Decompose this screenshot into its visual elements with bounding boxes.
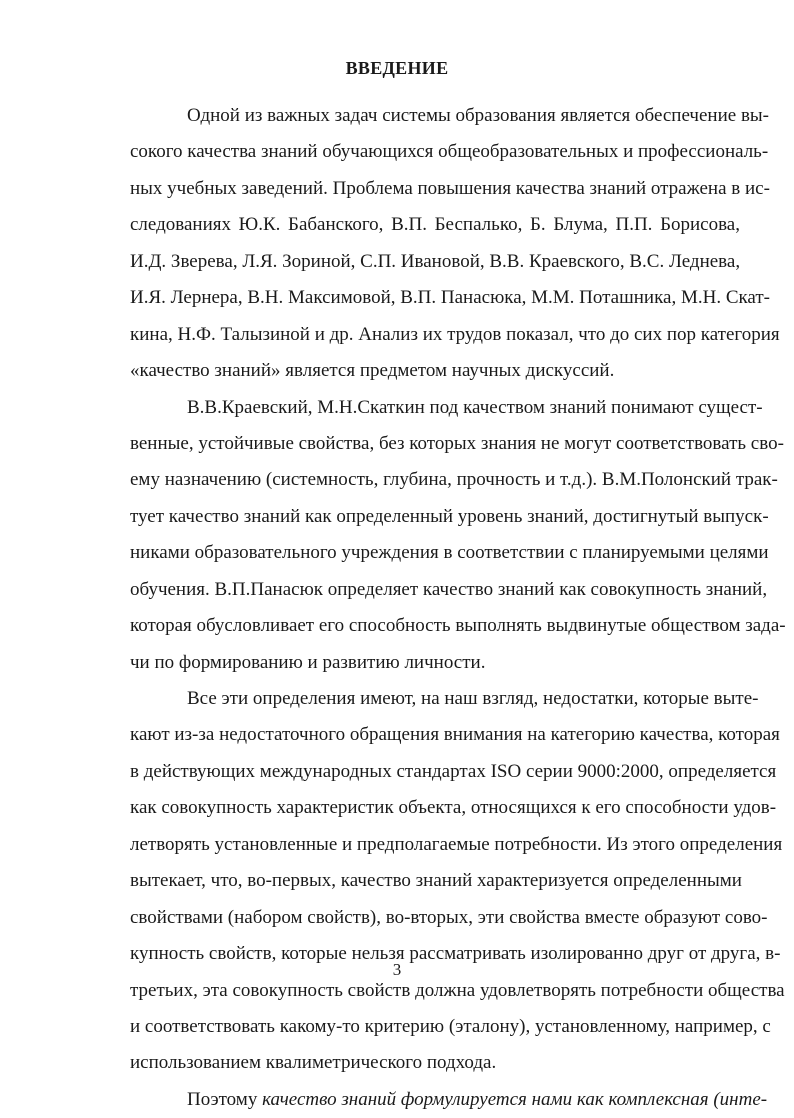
text-line — [130, 535, 769, 571]
text-line — [130, 1009, 771, 1045]
text-line — [130, 572, 768, 608]
page-number: 3 — [392, 960, 402, 979]
text-line-run: Все эти определения имеют, на наш взгляд, недостатки, которые выте- — [187, 688, 759, 709]
text-line — [130, 1045, 740, 1081]
text-line — [130, 390, 763, 426]
section-heading: ВВЕДЕНИЕ — [345, 58, 449, 78]
text-line — [130, 754, 777, 790]
text-line-run: Поэтому — [187, 1088, 263, 1110]
text-line-run: В.В.Краевский, М.Н.Скаткин под качеством знаний понимают сущест- — [187, 396, 763, 418]
text-line-run: свойствами (набором свойств), во-вторых, эти свойства вместе образуют сово- — [130, 906, 768, 928]
text-line — [130, 827, 783, 863]
text-line — [130, 1082, 768, 1118]
text-line-run: тует качество знаний как определенный уровень знаний, достигнутый выпуск- — [130, 505, 769, 527]
text-line — [130, 317, 780, 353]
text-line-run: и соответствовать какому-то критерию (эталону), установленному, например, с — [130, 1015, 771, 1037]
text-line-run: в действующих международных стандартах ISO серии 9000:2000, определяется — [130, 760, 777, 782]
text-line — [130, 645, 740, 681]
italic-text-run: качество знаний формулируется нами как комплексная (инте- — [262, 1088, 768, 1110]
text-line — [130, 426, 784, 462]
text-line-run: чи по формированию и развитию личности. — [130, 651, 486, 673]
text-line-run: кина, Н.Ф. Талызиной и др. Анализ их трудов показал, что до сих пор категория — [130, 323, 780, 345]
text-line-run: сокого качества знаний обучающихся общеобразовательных и профессиональ- — [130, 141, 769, 163]
text-line — [130, 171, 770, 207]
text-line — [130, 499, 769, 535]
text-line-run: использованием квалиметрического подхода. — [130, 1052, 497, 1074]
text-line-run: И.Я. Лернера, В.Н. Максимовой, В.П. Панасюка, М.М. Поташника, М.Н. Скат- — [130, 287, 771, 309]
text-line — [130, 353, 740, 389]
text-line-run: летворять установленные и предполагаемые потребности. Из этого определения — [130, 833, 783, 855]
text-line — [130, 608, 786, 644]
text-line-run: ных учебных заведений. Проблема повышения качества знаний отражена в ис- — [130, 177, 770, 199]
text-line — [130, 790, 777, 826]
text-line-run: купность свойств, которые нельзя рассматривать изолированно друг от друга, в- — [130, 943, 781, 965]
text-line — [130, 280, 771, 316]
text-line-run: ему назначению (системность, глубина, прочность и т.д.). В.М.Полонский трак- — [130, 469, 778, 491]
text-line-run: никами образовательного учреждения в соответствии с планируемыми целями — [130, 542, 769, 564]
text-line-run: которая обусловливает его способность выполнять выдвинутые обществом зада- — [130, 615, 786, 637]
text-line — [130, 98, 770, 134]
text-line — [130, 462, 778, 498]
text-line-run: обучения. В.П.Панасюк определяет качество знаний как совокупность знаний, — [130, 578, 768, 600]
text-line — [130, 134, 769, 170]
text-line-run: Одной из важных задач системы образования является обеспечение вы- — [187, 105, 770, 126]
text-line-run: И.Д. Зверева, Л.Я. Зориной, С.П. Ивановой, В.В. Краевского, В.С. Леднева, — [130, 250, 741, 272]
text-line — [130, 900, 768, 936]
text-line — [130, 207, 740, 243]
text-line-run: вытекает, что, во-первых, качество знаний характеризуется определенными — [130, 870, 742, 892]
text-line-run: «качество знаний» является предметом научных дискуссий. — [130, 360, 615, 382]
text-line-run: следованиях Ю.К. Бабанского, В.П. Беспалько, Б. Блума, П.П. Борисова, — [130, 214, 740, 236]
text-line — [130, 681, 759, 717]
text-line-run: кают из-за недостаточного обращения внимания на категорию качества, которая — [130, 724, 780, 746]
text-line-run: венные, устойчивые свойства, без которых знания не могут соответствовать сво- — [130, 432, 784, 454]
text-line — [130, 244, 740, 280]
text-line-run: третьих, эта совокупность свойств должна удовлетворять потребности общества — [130, 979, 785, 1001]
text-line — [130, 863, 740, 899]
text-line-run: как совокупность характеристик объекта, относящихся к его способности удов- — [130, 797, 777, 819]
text-line — [130, 717, 780, 753]
